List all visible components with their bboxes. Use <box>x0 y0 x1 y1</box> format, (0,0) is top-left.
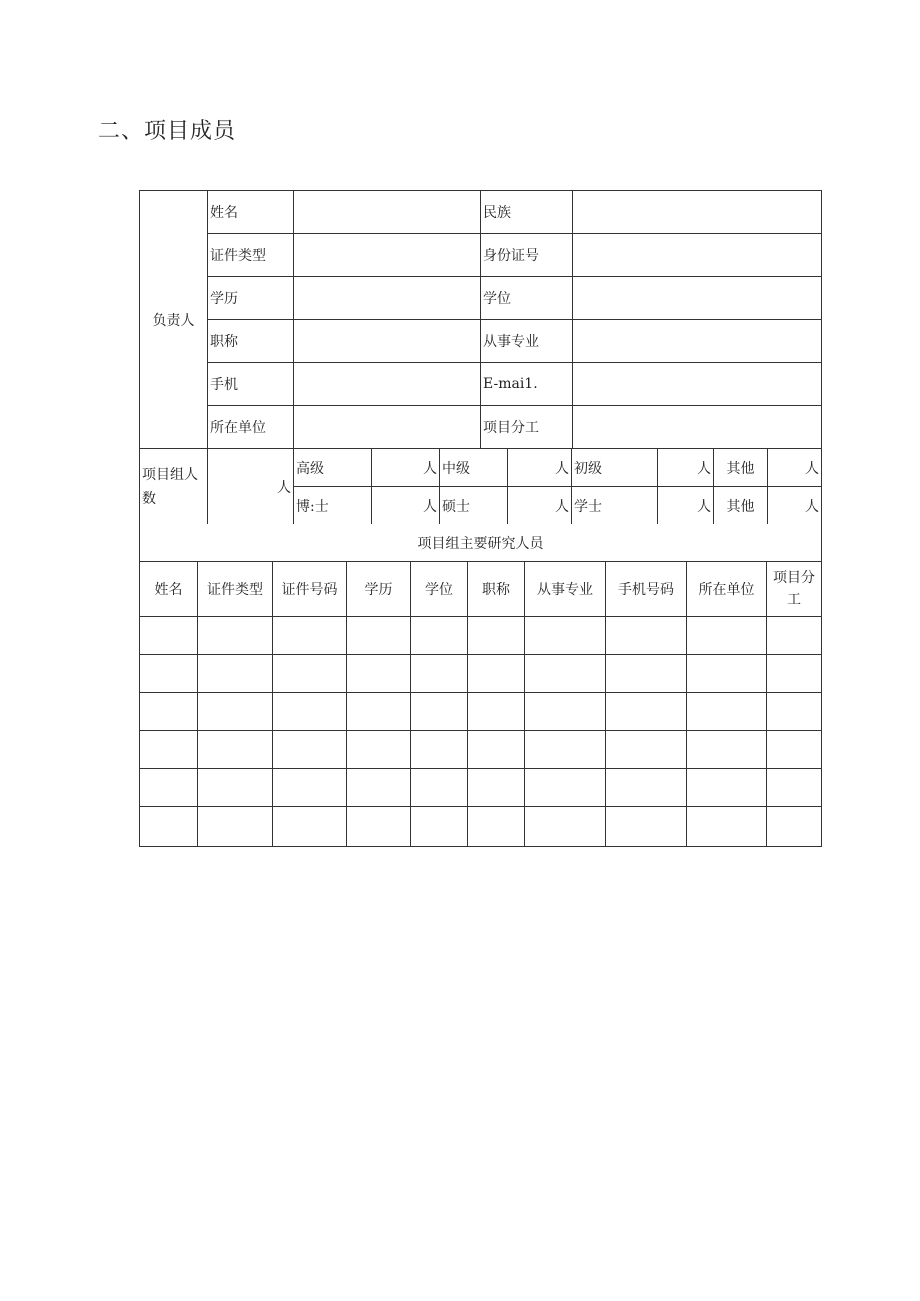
members-table <box>139 524 822 847</box>
table-cell[interactable] <box>347 693 411 731</box>
table-cell[interactable] <box>347 769 411 807</box>
table-cell[interactable] <box>767 693 822 731</box>
table-cell[interactable] <box>273 769 347 807</box>
table-cell[interactable] <box>525 769 606 807</box>
table-cell[interactable] <box>468 769 525 807</box>
intermediate-unit[interactable]: 人 <box>508 449 572 487</box>
field-value-email[interactable] <box>573 363 822 406</box>
table-cell[interactable] <box>198 617 273 655</box>
col-header-degree: 学位 <box>411 562 468 617</box>
table-cell[interactable] <box>687 693 767 731</box>
intermediate-label: 中级 <box>440 449 508 487</box>
table-cell[interactable] <box>273 807 347 847</box>
table-row <box>140 655 822 693</box>
table-cell[interactable] <box>687 769 767 807</box>
member-form <box>139 190 821 847</box>
table-row <box>140 769 822 807</box>
col-header-title: 职称 <box>468 562 525 617</box>
table-cell[interactable] <box>767 769 822 807</box>
col-header-employer: 所在单位 <box>687 562 767 617</box>
bachelor-label: 学士 <box>572 487 658 525</box>
table-cell[interactable] <box>468 617 525 655</box>
table-row <box>140 731 822 769</box>
table-cell[interactable] <box>606 617 687 655</box>
other-title-label: 其他 <box>714 449 768 487</box>
table-cell[interactable] <box>198 693 273 731</box>
table-cell[interactable] <box>347 617 411 655</box>
table-cell[interactable] <box>468 807 525 847</box>
field-value-phone[interactable] <box>294 363 481 406</box>
field-label-education: 学历 <box>208 277 294 320</box>
field-value-ethnicity[interactable] <box>573 191 822 234</box>
table-cell[interactable] <box>273 693 347 731</box>
table-cell[interactable] <box>606 807 687 847</box>
col-header-specialty: 从事专业 <box>525 562 606 617</box>
field-value-degree[interactable] <box>573 277 822 320</box>
table-cell[interactable] <box>468 693 525 731</box>
table-cell[interactable] <box>606 655 687 693</box>
senior-label: 高级 <box>294 449 372 487</box>
phd-label: 博:士 <box>294 487 372 525</box>
senior-unit[interactable]: 人 <box>372 449 440 487</box>
field-label-name: 姓名 <box>208 191 294 234</box>
table-cell[interactable] <box>767 617 822 655</box>
table-cell[interactable] <box>468 731 525 769</box>
table-row <box>140 693 822 731</box>
table-cell[interactable] <box>198 731 273 769</box>
field-value-role[interactable] <box>573 406 822 449</box>
table-cell[interactable] <box>525 655 606 693</box>
table-cell[interactable] <box>198 807 273 847</box>
table-cell[interactable] <box>273 731 347 769</box>
table-cell[interactable] <box>687 617 767 655</box>
table-cell[interactable] <box>767 807 822 847</box>
table-cell[interactable] <box>606 769 687 807</box>
table-cell[interactable] <box>606 731 687 769</box>
other-degree-label: 其他 <box>714 487 768 525</box>
table-cell[interactable] <box>411 807 468 847</box>
field-label-specialty: 从事专业 <box>481 320 573 363</box>
field-value-employer[interactable] <box>294 406 481 449</box>
field-value-name[interactable] <box>294 191 481 234</box>
col-header-role: 项目分工 <box>767 562 822 617</box>
table-cell[interactable] <box>767 731 822 769</box>
table-cell[interactable] <box>687 807 767 847</box>
field-value-title[interactable] <box>294 320 481 363</box>
table-cell[interactable] <box>347 807 411 847</box>
table-cell[interactable] <box>140 731 198 769</box>
field-label-degree: 学位 <box>481 277 573 320</box>
table-cell[interactable] <box>468 655 525 693</box>
table-cell[interactable] <box>411 769 468 807</box>
table-cell[interactable] <box>140 769 198 807</box>
table-cell[interactable] <box>525 731 606 769</box>
leader-label: 负责人 <box>140 191 208 449</box>
junior-label: 初级 <box>572 449 658 487</box>
table-cell[interactable] <box>273 655 347 693</box>
table-row <box>140 617 822 655</box>
table-cell[interactable] <box>140 693 198 731</box>
members-title: 项目组主要研究人员 <box>140 524 822 562</box>
master-label: 硕士 <box>440 487 508 525</box>
team-count-table <box>139 449 822 524</box>
col-header-name: 姓名 <box>140 562 198 617</box>
section-heading: 二、项目成员 <box>98 119 237 144</box>
table-cell[interactable] <box>273 617 347 655</box>
field-value-id-type[interactable] <box>294 234 481 277</box>
table-cell[interactable] <box>140 617 198 655</box>
col-header-phone: 手机号码 <box>606 562 687 617</box>
table-cell[interactable] <box>140 655 198 693</box>
field-value-specialty[interactable] <box>573 320 822 363</box>
table-cell[interactable] <box>198 655 273 693</box>
col-header-education: 学历 <box>347 562 411 617</box>
bachelor-unit[interactable]: 人 <box>658 487 714 525</box>
other-degree-unit[interactable]: 人 <box>768 487 822 525</box>
table-cell[interactable] <box>411 655 468 693</box>
table-cell[interactable] <box>411 617 468 655</box>
table-cell[interactable] <box>767 655 822 693</box>
table-cell[interactable] <box>140 807 198 847</box>
table-cell[interactable] <box>347 655 411 693</box>
team-count-label: 项目组人数 <box>140 449 208 524</box>
table-row <box>140 807 822 847</box>
field-label-phone: 手机 <box>208 363 294 406</box>
field-value-education[interactable] <box>294 277 481 320</box>
field-value-id-number[interactable] <box>573 234 822 277</box>
table-cell[interactable] <box>687 731 767 769</box>
col-header-id-number: 证件号码 <box>273 562 347 617</box>
table-cell[interactable] <box>525 617 606 655</box>
junior-unit[interactable]: 人 <box>658 449 714 487</box>
table-cell[interactable] <box>411 693 468 731</box>
field-label-email: E-mai1. <box>481 363 573 406</box>
col-header-id-type: 证件类型 <box>198 562 273 617</box>
other-title-unit[interactable]: 人 <box>768 449 822 487</box>
table-cell[interactable] <box>347 731 411 769</box>
table-cell[interactable] <box>411 731 468 769</box>
field-label-id-number: 身份证号 <box>481 234 573 277</box>
field-label-id-type: 证件类型 <box>208 234 294 277</box>
team-total-unit: 人 <box>208 449 294 524</box>
field-label-employer: 所在单位 <box>208 406 294 449</box>
field-label-role: 项目分工 <box>481 406 573 449</box>
table-cell[interactable] <box>198 769 273 807</box>
field-label-ethnicity: 民族 <box>481 191 573 234</box>
table-cell[interactable] <box>525 807 606 847</box>
table-cell[interactable] <box>525 693 606 731</box>
field-label-title: 职称 <box>208 320 294 363</box>
table-cell[interactable] <box>606 693 687 731</box>
phd-unit[interactable]: 人 <box>372 487 440 525</box>
table-cell[interactable] <box>687 655 767 693</box>
master-unit[interactable]: 人 <box>508 487 572 525</box>
leader-table <box>139 190 822 449</box>
